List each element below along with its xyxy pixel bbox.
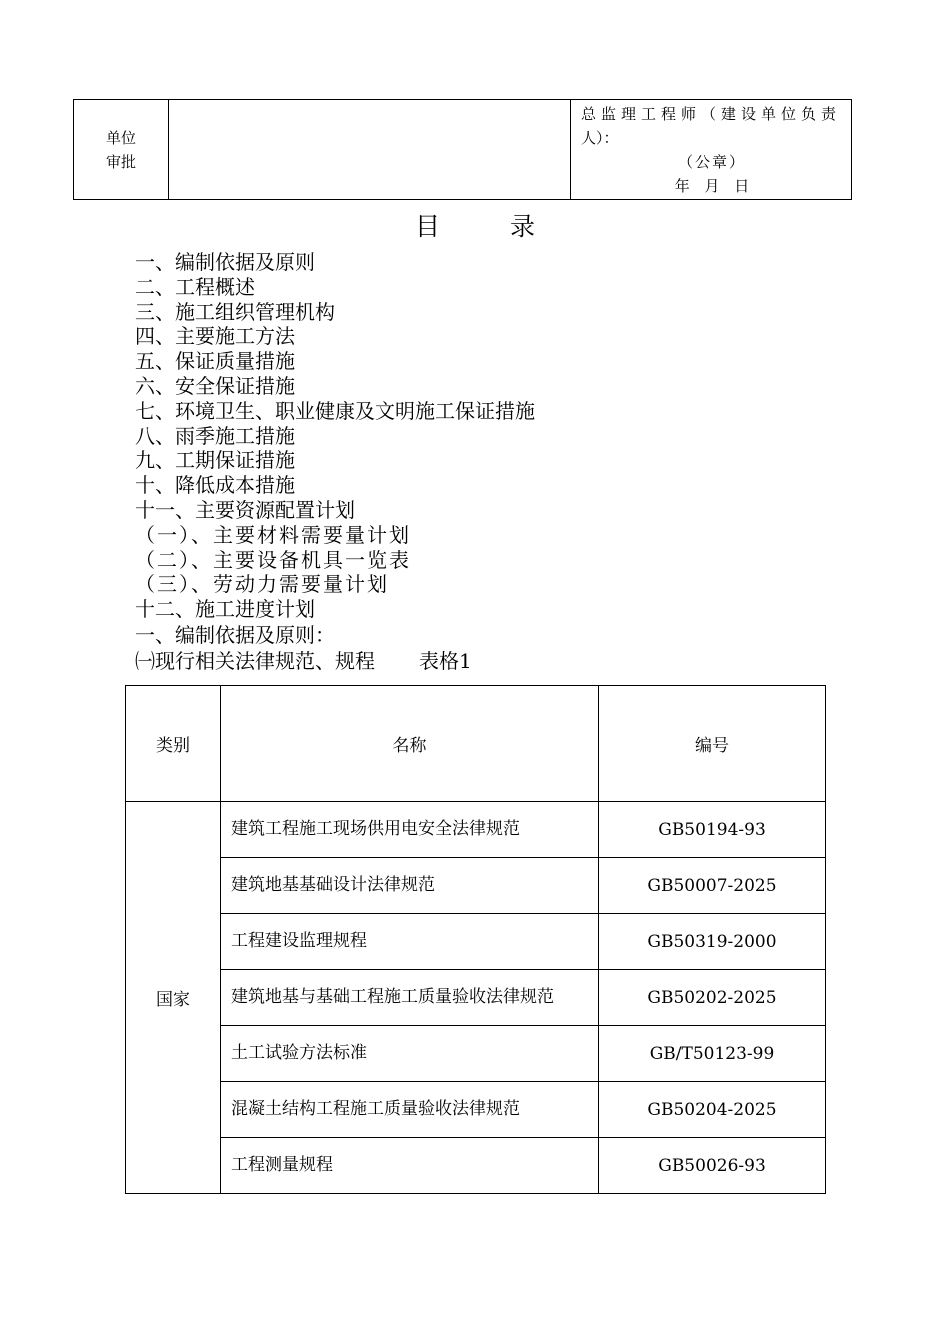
standard-code: GB50007-2025 [599,858,826,914]
approval-table [73,99,852,200]
table-row [126,1082,826,1138]
unit-label: 单位 [105,128,136,147]
table-row [126,1026,826,1082]
header-code: 编号 [599,686,826,802]
toc-item: 八、雨季施工措施 [135,423,295,448]
toc-item: （三）、劳动力需要量计划 [135,572,389,597]
table-row [126,970,826,1026]
standard-code: GB50194-93 [599,802,826,858]
standard-code: GB50026-93 [599,1138,826,1194]
toc-item: 七、环境卫生、职业健康及文明施工保证措施 [135,398,535,423]
approval-date: 年 月 日 [674,176,750,195]
toc-item: 二、工程概述 [135,274,255,299]
standard-name: 工程建设监理规程 [221,914,599,970]
standard-name: 建筑地基与基础工程施工质量验收法律规范 [221,970,599,1026]
toc-item: 四、主要施工方法 [135,324,295,349]
category-cell: 国家 [126,802,221,1194]
table-row [126,1138,826,1194]
table-row [126,858,826,914]
toc-item: 五、保证质量措施 [135,349,295,374]
toc-title: 目录 [414,212,605,241]
standard-name: 土工试验方法标准 [221,1026,599,1082]
section-heading: 一、编制依据及原则： [135,623,335,647]
toc-item: 十、降低成本措施 [135,473,295,498]
official-seal: （公章） [677,152,746,171]
standards-table [125,685,826,1194]
standard-name: 混凝土结构工程施工质量验收法律规范 [221,1082,599,1138]
table-of-contents [135,250,535,622]
standard-code: GB/T50123-99 [599,1026,826,1082]
table-row [126,914,826,970]
standard-code: GB50202-2025 [599,970,826,1026]
chief-supervisor-label: 总监理工程师（建设单位负责 [581,104,842,123]
toc-item: 六、安全保证措施 [135,373,295,398]
signature-cell [571,100,852,200]
toc-item: 十二、施工进度计划 [135,597,315,622]
toc-item: （一）、主要材料需要量计划 [135,522,411,547]
toc-item: 九、工期保证措施 [135,448,295,473]
table-label: 表格1 [419,649,472,673]
standard-code: GB50204-2025 [599,1082,826,1138]
standard-name: 建筑地基基础设计法律规范 [221,858,599,914]
approval-label: 审批 [105,152,136,171]
unit-approval-label-cell [74,100,169,200]
header-category: 类别 [126,686,221,802]
toc-item: 十一、主要资源配置计划 [135,497,355,522]
section-subheading: ㈠现行相关法律规范、规程 [135,649,375,673]
standard-code: GB50319-2000 [599,914,826,970]
standard-name: 工程测量规程 [221,1138,599,1194]
toc-item: 三、施工组织管理机构 [135,299,335,324]
standard-name: 建筑工程施工现场供用电安全法律规范 [221,802,599,858]
toc-item: （二）、主要设备机具一览表 [135,547,411,572]
chief-supervisor-label-cont: 人）： [581,128,619,147]
toc-item: 一、编制依据及原则 [135,250,315,274]
section-subheading-line [135,649,472,673]
header-name: 名称 [221,686,599,802]
table-row [126,802,826,858]
approval-content-cell [169,100,571,200]
